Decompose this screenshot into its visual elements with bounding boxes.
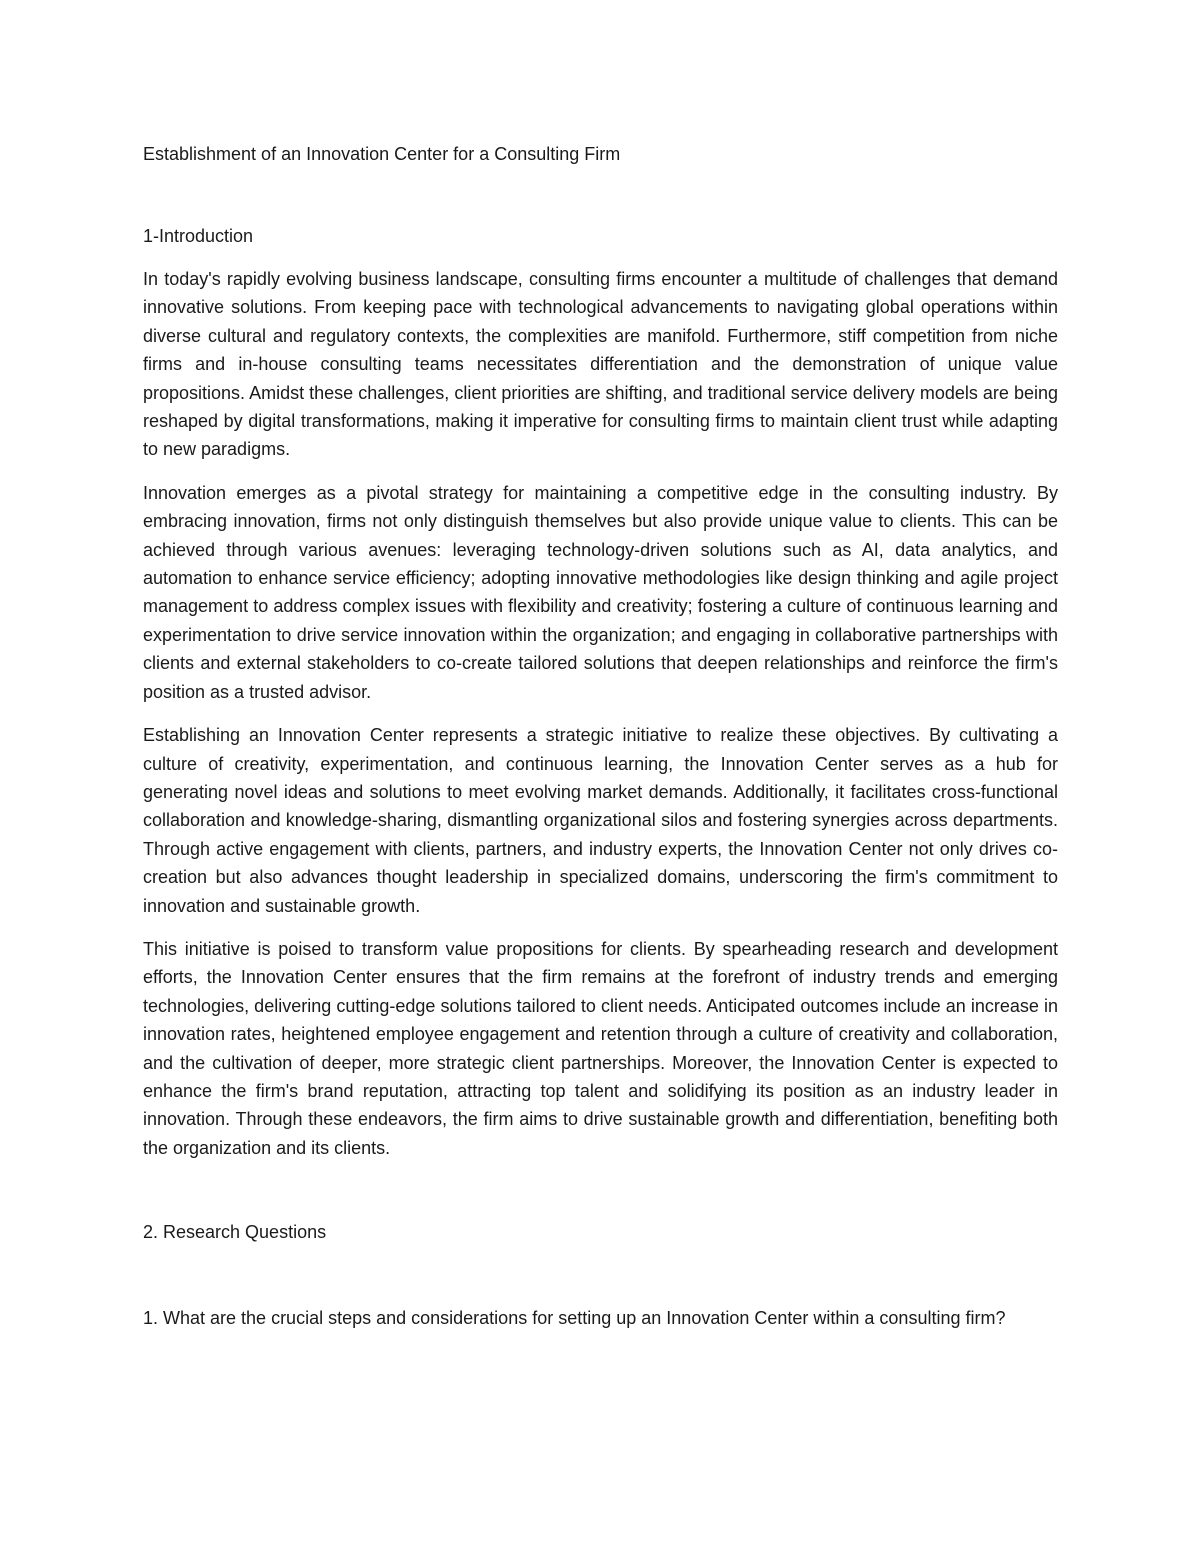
- paragraph: This initiative is poised to transform value propositions for clients. By spearheading research and development efforts, the Innovation Center ensures that the firm remains at the forefront of industry trends and emerging technologies, delivering cutting-edge solutions tailored to client needs. Anticipated outcomes include an increase in innovation rates, heightened employee engagement and retention through a culture of creativity and collaboration, and the cultivation of deeper, more strategic client partnerships. Moreover, the Innovation Center is expected to enhance the firm's brand reputation, attracting top talent and solidifying its position as an industry leader in innovation. Through these endeavors, the firm aims to drive sustainable growth and differentiation, benefiting both the organization and its clients.: [143, 938, 1058, 1158]
- document-body: [143, 140, 1058, 1333]
- section-heading-research-questions: 2. Research Questions: [143, 1222, 327, 1243]
- document-title: Establishment of an Innovation Center for a Consulting Firm: [143, 144, 621, 164]
- paragraph: Establishing an Innovation Center represents a strategic initiative to realize these objectives. By cultivating a culture of creativity, experimentation, and continuous learning, the Innovation Center serves as a hub for generating novel ideas and solutions to meet evolving market demands. Additionally, it facilitates cross-functional collaboration and knowledge-sharing, dismantling organizational silos and fostering synergies across departments. Through active engagement with clients, partners, and industry experts, the Innovation Center not only drives co-creation but also advances thought leadership in specialized domains, underscoring the firm's commitment to innovation and sustainable growth.: [143, 725, 1058, 916]
- paragraph: Innovation emerges as a pivotal strategy for maintaining a competitive edge in the consulting industry. By embracing innovation, firms not only distinguish themselves but also provide unique value to clients. This can be achieved through various avenues: leveraging technology-driven solutions such as AI, data analytics, and automation to enhance service efficiency; adopting innovative methodologies like design thinking and agile project management to address complex issues with flexibility and creativity; fostering a culture of continuous learning and experimentation to drive service innovation within the organization; and engaging in collaborative partnerships with clients and external stakeholders to co-create tailored solutions that deepen relationships and reinforce the firm's position as a trusted advisor.: [143, 482, 1058, 702]
- research-question-item: 1. What are the crucial steps and considerations for setting up an Innovation Center within a consulting firm?: [143, 1308, 1006, 1329]
- paragraph: In today's rapidly evolving business landscape, consulting firms encounter a multitude of challenges that demand innovative solutions. From keeping pace with technological advancements to navigating global operations within diverse cultural and regulatory contexts, the complexities are manifold. Furthermore, stiff competition from niche firms and in-house consulting teams necessitates differentiation and the demonstration of unique value propositions. Amidst these challenges, client priorities are shifting, and traditional service delivery models are being reshaped by digital transformations, making it imperative for consulting firms to maintain client trust while adapting to new paradigms.: [143, 269, 1058, 460]
- section-heading-introduction: 1-Introduction: [143, 226, 254, 246]
